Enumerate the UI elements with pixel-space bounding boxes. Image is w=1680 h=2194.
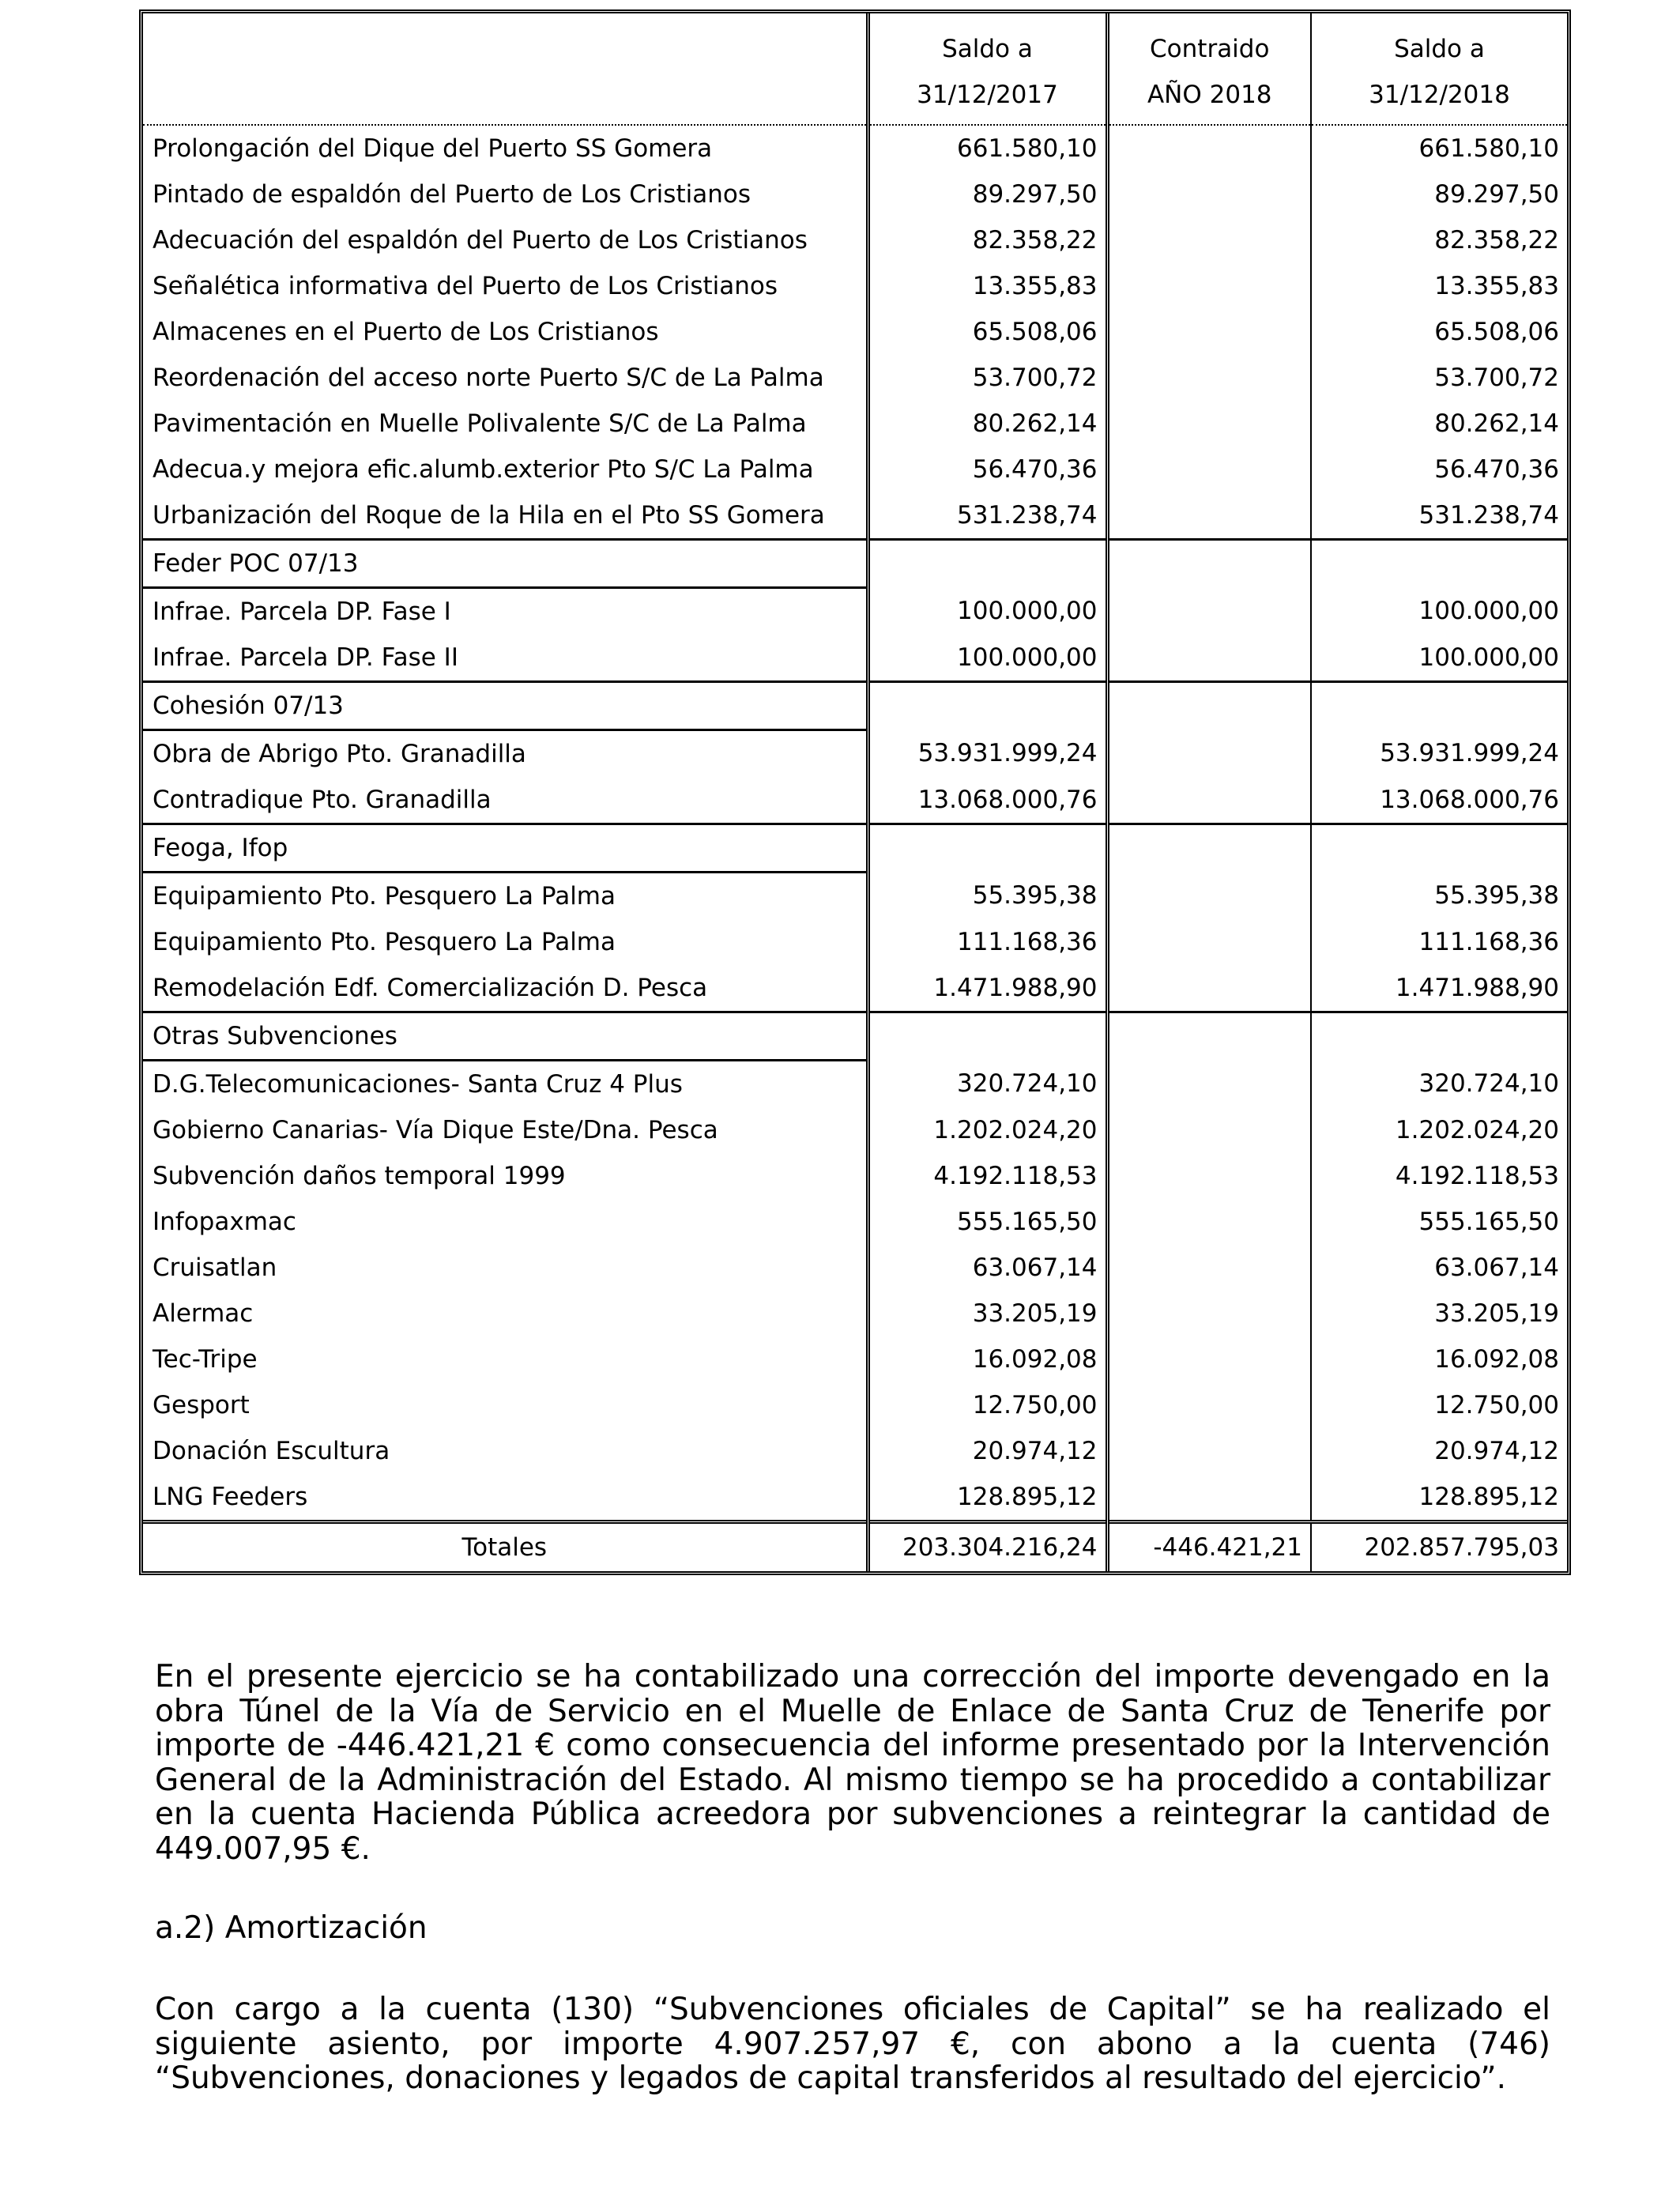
table-row [143,1336,1567,1382]
cell-saldo-2018: 20.974,12 [1311,1428,1567,1474]
section-header-row [143,824,1567,873]
header-concept [143,13,868,125]
table-row [143,263,1567,309]
table-row [143,492,1567,540]
section-empty-cell [1107,682,1311,730]
cell-saldo-2017: 89.297,50 [868,172,1107,217]
table-row [143,873,1567,920]
table-row [143,730,1567,778]
section-heading-amortizacion: a.2) Amortización [155,1910,428,1946]
header-saldo-2018: Saldo a 31/12/2018 [1311,13,1567,125]
cell-saldo-2017: 555.165,50 [868,1199,1107,1245]
cell-saldo-2017: 13.068.000,76 [868,777,1107,824]
cell-saldo-2018: 63.067,14 [1311,1245,1567,1291]
cell-contraido-2018 [1107,873,1311,920]
section-title: Feder POC 07/13 [143,540,868,588]
cell-saldo-2017: 53.931.999,24 [868,730,1107,778]
row-label: Remodelación Edf. Comercialización D. Pesca [153,974,708,1002]
cell-saldo-2018: 53.700,72 [1311,355,1567,401]
cell-saldo-2017: 320.724,10 [868,1061,1107,1108]
cell-contraido-2018 [1107,217,1311,263]
table-row [143,125,1567,172]
table-row [143,309,1567,355]
cell-saldo-2018: 55.395,38 [1311,873,1567,920]
row-label: Cruisatlan [153,1253,277,1282]
row-label: Pavimentación en Muelle Polivalente S/C de La Palma [153,409,807,438]
section-title: Feoga, Ifop [143,824,868,873]
table-row [143,1245,1567,1291]
cell-saldo-2018: 4.192.118,53 [1311,1153,1567,1199]
table-row [143,1382,1567,1428]
section-title: Cohesión 07/13 [143,682,868,730]
cell-saldo-2018: 111.168,36 [1311,919,1567,965]
cell-contraido-2018 [1107,919,1311,965]
table-row [143,919,1567,965]
subsidies-table [143,13,1567,1571]
cell-contraido-2018 [1107,1199,1311,1245]
table-row [143,1291,1567,1336]
cell-contraido-2018: -446.421,21 [1107,1522,1311,1572]
cell-saldo-2017: 1.471.988,90 [868,965,1107,1012]
cell-contraido-2018 [1107,125,1311,172]
cell-saldo-2018: 65.508,06 [1311,309,1567,355]
cell-saldo-2017: 56.470,36 [868,447,1107,492]
section-empty-cell [868,682,1107,730]
cell-saldo-2018: 89.297,50 [1311,172,1567,217]
header-saldo-2017: Saldo a 31/12/2017 [868,13,1107,125]
section-header-row [143,1012,1567,1061]
cell-saldo-2018: 82.358,22 [1311,217,1567,263]
cell-saldo-2017: 111.168,36 [868,919,1107,965]
row-label: Subvención daños temporal 1999 [153,1162,566,1190]
row-label: Reordenación del acceso norte Puerto S/C de La Palma [153,364,824,392]
cell-saldo-2017: 100.000,00 [868,588,1107,635]
section-header-row [143,540,1567,588]
cell-saldo-2018: 555.165,50 [1311,1199,1567,1245]
cell-contraido-2018 [1107,1291,1311,1336]
cell-saldo-2017: 20.974,12 [868,1428,1107,1474]
row-label: D.G.Telecomunicaciones- Santa Cruz 4 Plus [153,1070,683,1099]
cell-saldo-2017: 128.895,12 [868,1474,1107,1522]
section-empty-cell [868,1012,1107,1061]
table-body [143,125,1567,1571]
cell-saldo-2017: 16.092,08 [868,1336,1107,1382]
row-label: Infopaxmac [153,1208,296,1236]
table-row [143,635,1567,682]
cell-saldo-2017: 531.238,74 [868,492,1107,540]
row-label: Adecua.y mejora efic.alumb.exterior Pto S/C La Palma [153,455,814,484]
cell-contraido-2018 [1107,1336,1311,1382]
cell-contraido-2018 [1107,1107,1311,1153]
row-label: Contradique Pto. Granadilla [153,786,492,814]
table-row [143,588,1567,635]
cell-saldo-2018: 16.092,08 [1311,1336,1567,1382]
cell-saldo-2017: 33.205,19 [868,1291,1107,1336]
table-row [143,1428,1567,1474]
cell-saldo-2017: 100.000,00 [868,635,1107,682]
cell-contraido-2018 [1107,492,1311,540]
subsidies-table-frame [139,9,1571,1575]
table-row [143,355,1567,401]
table-row [143,1107,1567,1153]
row-label: Totales [461,1533,548,1562]
table-row [143,401,1567,447]
totals-row [143,1522,1567,1572]
header-row [143,13,1567,125]
section-empty-cell [868,540,1107,588]
row-label: Señalética informativa del Puerto de Los Cristianos [153,272,778,300]
cell-contraido-2018 [1107,172,1311,217]
cell-contraido-2018 [1107,309,1311,355]
cell-contraido-2018 [1107,401,1311,447]
table-row [143,217,1567,263]
cell-contraido-2018 [1107,965,1311,1012]
cell-contraido-2018 [1107,1474,1311,1522]
cell-saldo-2018: 80.262,14 [1311,401,1567,447]
cell-saldo-2017: 203.304.216,24 [868,1522,1107,1572]
cell-contraido-2018 [1107,1153,1311,1199]
row-label: Prolongación del Dique del Puerto SS Gomera [153,134,713,163]
section-empty-cell [1311,540,1567,588]
row-label: Infrae. Parcela DP. Fase II [153,643,458,672]
cell-saldo-2017: 82.358,22 [868,217,1107,263]
cell-saldo-2018: 12.750,00 [1311,1382,1567,1428]
cell-saldo-2017: 55.395,38 [868,873,1107,920]
cell-saldo-2018: 202.857.795,03 [1311,1522,1567,1572]
cell-contraido-2018 [1107,730,1311,778]
cell-contraido-2018 [1107,588,1311,635]
section-title: Otras Subvenciones [143,1012,868,1061]
cell-saldo-2017: 53.700,72 [868,355,1107,401]
cell-saldo-2018: 56.470,36 [1311,447,1567,492]
cell-saldo-2017: 661.580,10 [868,125,1107,172]
cell-contraido-2018 [1107,777,1311,824]
table-row [143,777,1567,824]
row-label: Gesport [153,1391,250,1419]
row-label: Equipamiento Pto. Pesquero La Palma [153,928,616,956]
cell-contraido-2018 [1107,1245,1311,1291]
cell-saldo-2017: 4.192.118,53 [868,1153,1107,1199]
cell-contraido-2018 [1107,355,1311,401]
section-empty-cell [1311,824,1567,873]
table-row [143,1474,1567,1522]
cell-saldo-2018: 1.202.024,20 [1311,1107,1567,1153]
row-label: Adecuación del espaldón del Puerto de Los Cristianos [153,226,808,254]
cell-saldo-2018: 1.471.988,90 [1311,965,1567,1012]
row-label: Infrae. Parcela DP. Fase I [153,598,451,626]
cell-saldo-2017: 80.262,14 [868,401,1107,447]
table-row [143,447,1567,492]
row-label: Urbanización del Roque de la Hila en el Pto SS Gomera [153,501,825,530]
cell-saldo-2018: 128.895,12 [1311,1474,1567,1522]
row-label: Tec-Tripe [153,1345,258,1374]
table-row [143,172,1567,217]
cell-saldo-2017: 65.508,06 [868,309,1107,355]
cell-saldo-2018: 531.238,74 [1311,492,1567,540]
table-header [143,13,1567,125]
row-label: LNG Feeders [153,1483,308,1511]
paragraph-correction: En el presente ejercicio se ha contabilizado una corrección del importe devengado en la obra Túnel de la Vía de Servicio en el Muelle de Enlace de Santa Cruz de Tenerife por importe de -446.421,21 € como consecuencia del informe presentado por la Intervención General de la Administración del Estado. Al mismo tiempo se ha procedido a contabilizar en la cuenta Hacienda Pública acreedora por subvenciones a reintegrar la cantidad de 449.007,95 €. [155,1659,1550,1867]
header-contraido-2018: Contraido AÑO 2018 [1107,13,1311,125]
cell-saldo-2018: 320.724,10 [1311,1061,1567,1108]
table-row [143,1199,1567,1245]
section-empty-cell [1107,1012,1311,1061]
cell-saldo-2018: 13.355,83 [1311,263,1567,309]
cell-contraido-2018 [1107,263,1311,309]
cell-saldo-2018: 661.580,10 [1311,125,1567,172]
cell-saldo-2018: 33.205,19 [1311,1291,1567,1336]
cell-saldo-2018: 13.068.000,76 [1311,777,1567,824]
row-label: Pintado de espaldón del Puerto de Los Cristianos [153,180,751,209]
row-label: Equipamiento Pto. Pesquero La Palma [153,882,616,910]
cell-saldo-2018: 53.931.999,24 [1311,730,1567,778]
section-empty-cell [1107,824,1311,873]
row-label: Obra de Abrigo Pto. Granadilla [153,740,526,768]
cell-saldo-2017: 12.750,00 [868,1382,1107,1428]
cell-saldo-2017: 1.202.024,20 [868,1107,1107,1153]
cell-saldo-2018: 100.000,00 [1311,635,1567,682]
section-empty-cell [1311,682,1567,730]
table-row [143,965,1567,1012]
table-row [143,1153,1567,1199]
section-empty-cell [1311,1012,1567,1061]
paragraph-amortizacion: Con cargo a la cuenta (130) “Subvenciones oficiales de Capital” se ha realizado el siguiente asiento, por importe 4.907.257,97 €, con abono a la cuenta (746) “Subvenciones, donaciones y legados de capital transferidos al resultado del ejercicio”. [155,1992,1550,2096]
row-label: Donación Escultura [153,1437,390,1465]
cell-saldo-2017: 63.067,14 [868,1245,1107,1291]
table-row [143,1061,1567,1108]
row-label: Gobierno Canarias- Vía Dique Este/Dna. Pesca [153,1116,718,1144]
cell-contraido-2018 [1107,1061,1311,1108]
row-label: Alermac [153,1299,254,1328]
section-header-row [143,682,1567,730]
section-empty-cell [1107,540,1311,588]
cell-saldo-2018: 100.000,00 [1311,588,1567,635]
cell-saldo-2017: 13.355,83 [868,263,1107,309]
row-label: Almacenes en el Puerto de Los Cristianos [153,318,659,346]
cell-contraido-2018 [1107,1428,1311,1474]
section-empty-cell [868,824,1107,873]
cell-contraido-2018 [1107,447,1311,492]
cell-contraido-2018 [1107,1382,1311,1428]
cell-contraido-2018 [1107,635,1311,682]
